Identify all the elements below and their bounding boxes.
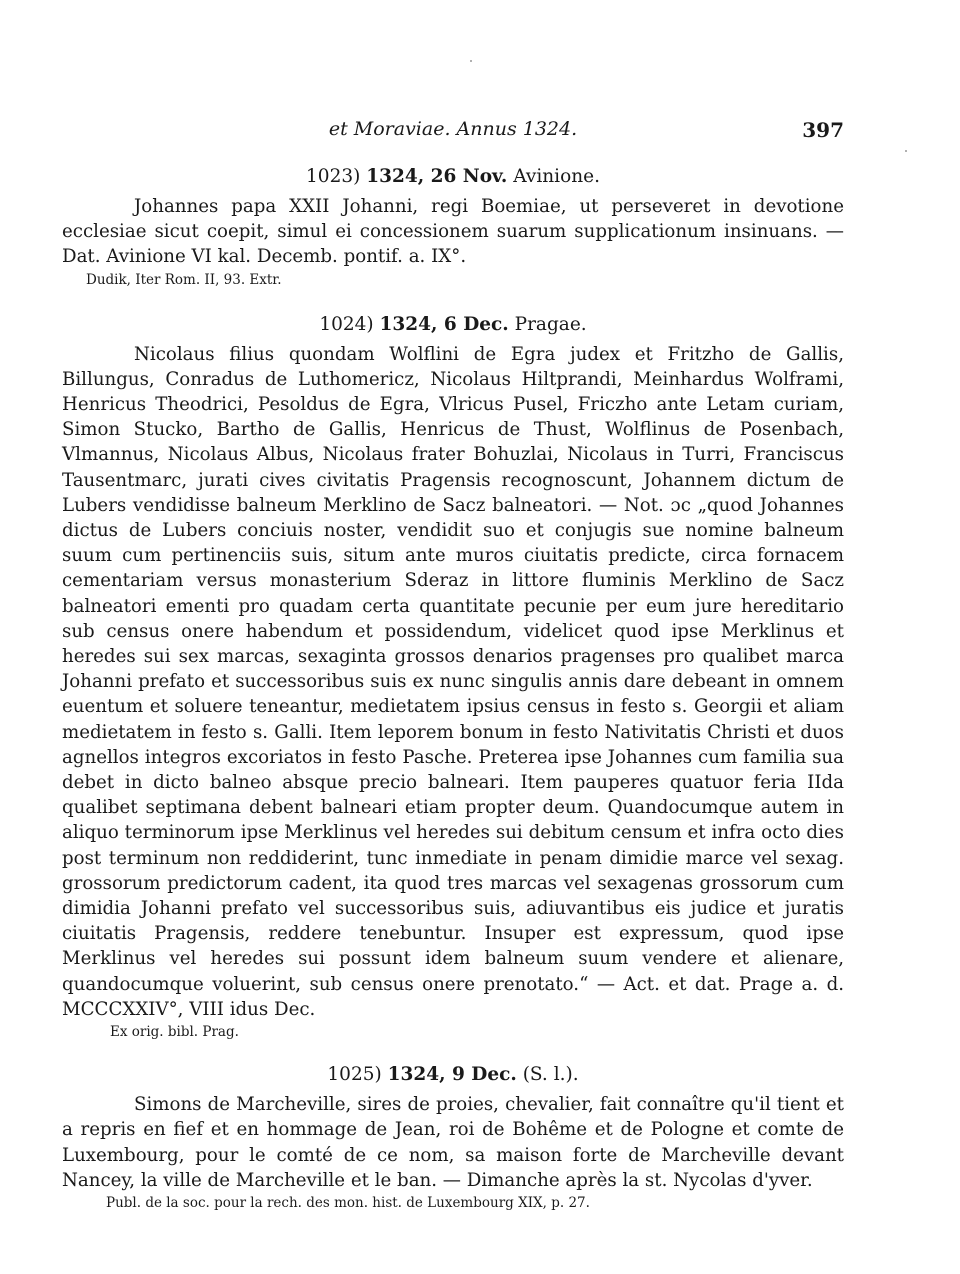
entry-header <box>62 312 844 338</box>
entry-number: 1024) <box>319 313 374 335</box>
charter-entry-1025 <box>62 1062 844 1213</box>
entry-place: Avinione. <box>513 166 600 187</box>
entry-place: Pragae. <box>514 313 587 335</box>
charter-entry-1023 <box>62 164 844 290</box>
scan-speck <box>905 150 907 152</box>
entry-number: 1025) <box>327 1064 382 1086</box>
charter-entry-1024 <box>62 312 844 1042</box>
entry-source: Ex orig. bibl. Prag. <box>110 1024 239 1041</box>
entry-text: Johannes papa XXII Johanni, regi Boemiae, ut perseveret in devotione ecclesiae sicut coepit, simul ei concessionem suarum supplicationum insinuans. — Dat. Avinione VI kal. Decemb. pontif. a. IX°. <box>62 196 844 268</box>
entry-date: 1324, 6 Dec. <box>379 313 509 335</box>
entry-source: Publ. de la soc. pour la rech. des mon. hist. de Luxembourg XIX, p. 27. <box>106 1194 590 1211</box>
entry-text: Simons de Marcheville, sires de proies, chevalier, fait connaître qu'il tient et a repris en fief et en hommage de Jean, roi de Bohême et de Pologne et comte de Luxembourg, pour le comté de ce nom, sa maison forte de Marcheville devant Nancey, la ville de Marcheville et le ban. — Dimanche après la st. Nycolas d'yver. <box>62 1094 844 1191</box>
entry-number: 1023) <box>306 166 361 187</box>
page-number: 397 <box>802 118 844 142</box>
document-page <box>62 118 844 1213</box>
scan-speck <box>470 60 472 62</box>
running-head <box>62 118 844 146</box>
entry-date: 1324, 26 Nov. <box>366 166 508 187</box>
entry-text: Nicolaus filius quondam Wolflini de Egra judex et Fritzho de Gallis, Billungus, Conradus de Luthomericz, Nicolaus Hiltprandi, Meinhardus Wolframi, Henricus Theodrici, Pesoldus de Egra, Vlricus Pusel, Friczho ante Letam curiam, Simon Stucko, Bartho de Gallis, Henricus de Thust, Wolflinus de Posenbach, Vlmannus, Nicolaus Albus, Nicolaus frater Bohuzlai, Nicolaus in Turri, Franciscus Tausentmarc, jurati cives civitatis Pragensis recognoscunt, Johannem dictum de Lubers vendidisse balneum Merklino de Sacz balneatori. — Not. ɔc „quod Johannes dictus de Lubers conciuis noster, vendidit suo et conjugis sue nomine balneum suum cum pertinenciis suis, situm ante muros ciuitatis predicte, circa fornacem cementariam versus monasterium Sderaz in littore fluminis Merklino de Sacz balneatori ementi pro quadam certa quantitate pecunie per eum jure hereditario sub census onere habendum et possidendum, videlicet quod ipse Merklinus et heredes sui sex marcas, sexaginta grossos denarios pragenses pro qualibet marca Johanni prefato et successoribus suis ex nunc singulis annis dare debeant in omnem euentum et soluere teneantur, medietatem ipsius census in festo s. Georgii et aliam medietatem in festo s. Galli. Item leporem bonum in festo Nativitatis Christi et duos agnellos integros excoriatos in festo Pasche. Preterea ipse Johannes cum familia sua debet in dicto balneo absque precio balneari. Item pauperes quatuor feria IIda qualibet septimana debent balneari etiam propter deum. Quandocumque autem in aliquo terminorum ipse Merklinus vel heredes sui debitum censum et infra octo dies post terminum non reddiderint, tunc inmediate in penam dimidie marce vel sexag. grossorum predictorum cadent, ita quod tres marcas vel sexagenas grossorum cum dimidia Johanni prefato vel successoribus suis, adiuvantibus eis judice et juratis ciuitatis Pragensis, reddere tenebuntur. Insuper est expressum, quod ipse Merklinus vel heredes sui possunt idem balneum suum vendere et alienare, quandocumque voluerint, sub census onere prenotato.“ — Act. et dat. Prage a. d. MCCCXXIV°, VIII idus Dec. <box>62 343 844 1020</box>
entry-source: Dudik, Iter Rom. II, 93. Extr. <box>86 271 282 288</box>
entry-header <box>62 1062 844 1088</box>
running-title: et Moraviae. Annus 1324. <box>328 118 578 140</box>
entry-date: 1324, 9 Dec. <box>387 1064 517 1086</box>
entry-header <box>62 164 844 190</box>
entry-place: (S. l.). <box>522 1064 579 1086</box>
